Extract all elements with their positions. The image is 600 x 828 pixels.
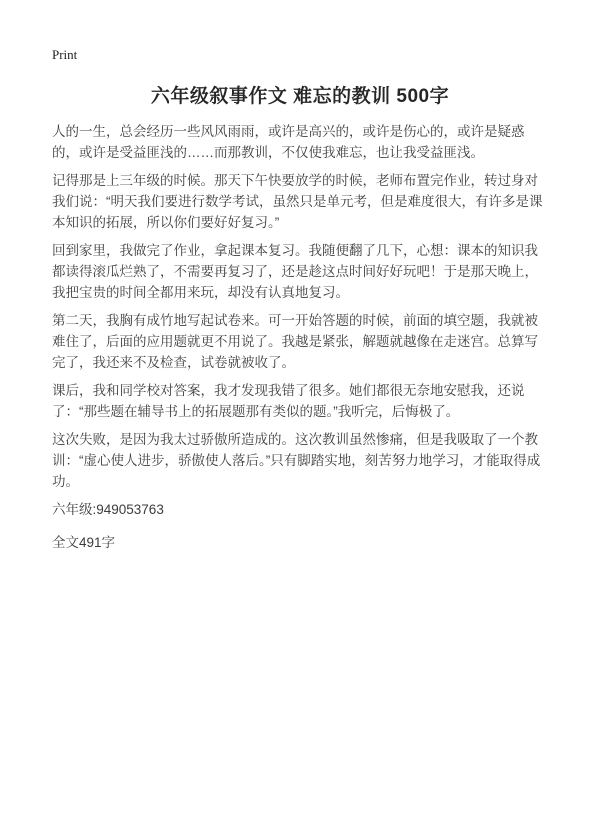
essay-paragraph-after-class: 课后，我和同学校对答案，我才发现我错了很多。她们都很无奈地安慰我，还说了：“那些题在辅导书上的拓展题那有类似的题。”我听完，后悔极了。 — [52, 383, 525, 419]
page-title: 六年级叙事作文 难忘的教训 500字 — [150, 86, 450, 107]
word-count-line: 全文491字 — [52, 535, 116, 550]
essay-paragraph-lesson-learned: 这次失败，是因为我太过骄傲所造成的。这次教训虽然惨痛，但是我吸取了一个教训：“虚心使人进步，骄傲使人落后。”只有脚踏实地，刻苦努力地学习，才能取得成功。 — [52, 432, 541, 489]
essay-paragraph-teacher-announcement: 记得那是上三年级的时候。那天下午快要放学的时候，老师布置完作业，转过身对我们说：“明天我们要进行数学考试，虽然只是单元考，但是难度很大，有许多是课本知识的拓展，所以你们要好好复习。” — [52, 173, 543, 230]
essay-paragraph-intro: 人的一生，总会经历一些风风雨雨，或许是高兴的，或许是伤心的，或许是疑惑的，或许是受益匪浅的……而那教训，不仅使我难忘，也让我受益匪浅。 — [52, 124, 525, 160]
grade-id-line: 六年级:949053763 — [52, 502, 164, 517]
print-link[interactable]: Print — [52, 47, 78, 62]
essay-paragraph-exam-day: 第二天，我胸有成竹地写起试卷来。可一开始答题的时候，前面的填空题，我就被难住了，后面的应用题就更不用说了。我越是紧张，解题就越像在走迷宫。总算写完了，我还来不及检查，试卷就被收了。 — [52, 313, 538, 370]
essay-paragraph-no-review: 回到家里，我做完了作业，拿起课本复习。我随便翻了几下，心想：课本的知识我都读得滚瓜烂熟了，不需要再复习了，还是趁这点时间好好玩吧！于是那天晚上，我把宝贵的时间全都用来玩，却没有认真地复习。 — [52, 243, 538, 300]
